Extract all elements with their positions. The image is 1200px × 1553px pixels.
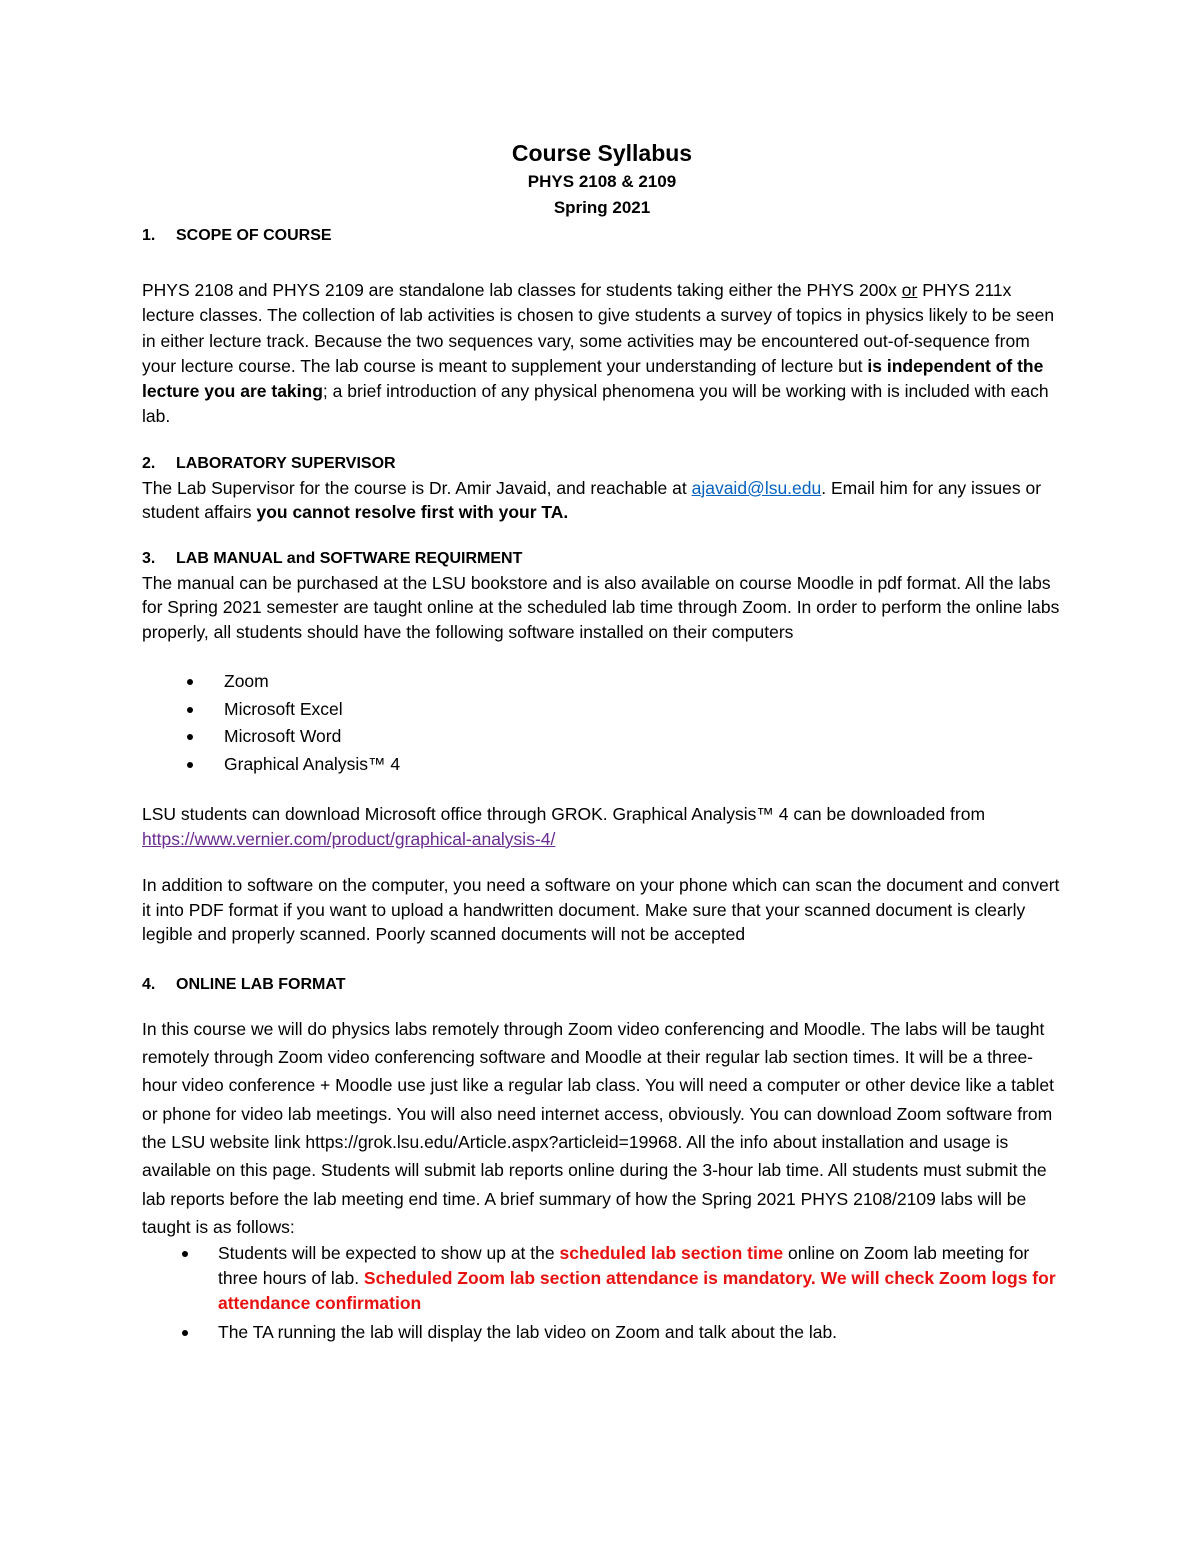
section-4-number: 4. bbox=[142, 975, 156, 993]
section-3-paragraph-1: The manual can be purchased at the LSU bookstore and is also available on course Moodle in pdf format. All the labs for Spring 2021 semester are taught online at the scheduled lab time through Zoom. In order to perform the online labs properly, all students should have the following software installed on their computers bbox=[142, 572, 1060, 642]
section-1-paragraph: PHYS 2108 and PHYS 2109 are standalone lab classes for students taking either the PHYS 200x or PHYS 211x lecture classes. The collection of lab activities is chosen to give students a survey of topics in physics likely to be seen in either lecture track. Because the two sequences vary, some activities may be encountered out-of-sequence from your lecture course. The lab course is meant to supplement your understanding of lecture but is independent of the lecture you are taking; a brief introduction of any physical phenomena you will be working with is included with each lab. bbox=[142, 280, 1055, 427]
scheduled-time-emphasis: scheduled lab section time bbox=[559, 1243, 784, 1264]
list-item: Microsoft Word bbox=[142, 723, 1062, 751]
list-item: Graphical Analysis™ 4 bbox=[142, 751, 1062, 779]
syllabus-page bbox=[142, 138, 1062, 1345]
section-3-paragraph-3: In addition to software on the computer, you need a software on your phone which can scan the document and convert it into PDF format if you want to upload a handwritten document. Make sure that your scanned document is clearly legible and properly scanned. Poorly scanned documents will not be accepted bbox=[142, 875, 1060, 945]
course-term: Spring 2021 bbox=[553, 198, 651, 217]
section-3-title: LAB MANUAL and SOFTWARE REQUIRMENT bbox=[176, 549, 523, 567]
section-1-title: SCOPE OF COURSE bbox=[176, 227, 332, 244]
independent-emphasis: is independent of the lecture you are taking bbox=[142, 355, 1044, 402]
software-list bbox=[142, 668, 1062, 778]
attendance-mandatory-emphasis: Scheduled Zoom lab section attendance is mandatory. We will check Zoom logs for attendance confirmation bbox=[218, 1268, 1056, 1314]
page-title: Course Syllabus bbox=[511, 140, 693, 166]
section-3-heading bbox=[142, 547, 1062, 571]
vernier-download-link[interactable]: https://www.vernier.com/product/graphical-analysis-4/ bbox=[142, 828, 556, 849]
list-item: Zoom bbox=[142, 668, 1062, 696]
course-code: PHYS 2108 & 2109 bbox=[527, 172, 677, 191]
ta-emphasis: you cannot resolve first with your TA. bbox=[256, 502, 569, 523]
section-4-paragraph: In this course we will do physics labs remotely through Zoom video conferencing and Moodle. The labs will be taught remotely through Zoom video conferencing software and Moodle at their regular lab section times. It will be a three-hour video conference + Moodle use just like a regular lab class. You will need a computer or other device like a tablet or phone for video lab meetings. You will also need internet access, obviously. You can download Zoom software from the LSU website link https://grok.lsu.edu/Article.aspx?articleid=19968. All the info about installation and usage is available on this page. Students will submit lab reports online during the 3-hour lab time. All students must submit the lab reports before the lab meeting end time. A brief summary of how the Spring 2021 PHYS 2108/2109 labs will be taught is as follows: bbox=[142, 1018, 1054, 1237]
list-item: Students will be expected to show up at the scheduled lab section time online on Zoom lab meeting for three hours of lab. Scheduled Zoom lab section attendance is mandatory. We will check Zoom logs for attendance confirmation bbox=[142, 1241, 1062, 1316]
section-1-heading bbox=[142, 224, 1062, 248]
list-item: Microsoft Excel bbox=[142, 696, 1062, 724]
section-2-number: 2. bbox=[142, 454, 156, 472]
supervisor-email-link[interactable]: ajavaid@lsu.edu bbox=[691, 477, 822, 498]
section-3-paragraph-2: LSU students can download Microsoft office through GROK. Graphical Analysis™ 4 can be downloaded from https://www.vernier.com/product/graphical-analysis-4/ bbox=[142, 804, 986, 849]
section-1-number: 1. bbox=[142, 227, 156, 244]
section-2-paragraph: The Lab Supervisor for the course is Dr. Amir Javaid, and reachable at ajavaid@lsu.edu. Email him for any issues or student affairs you cannot resolve first with your TA. bbox=[142, 477, 1042, 523]
section-4-title: ONLINE LAB FORMAT bbox=[176, 975, 346, 993]
section-4-heading bbox=[142, 973, 1062, 997]
section-2-title: LABORATORY SUPERVISOR bbox=[176, 454, 396, 472]
section-3-number: 3. bbox=[142, 549, 156, 567]
lab-format-list bbox=[142, 1241, 1062, 1345]
or-underlined: or bbox=[901, 280, 918, 300]
section-2-heading bbox=[142, 452, 1062, 476]
list-item: The TA running the lab will display the lab video on Zoom and talk about the lab. bbox=[142, 1320, 1062, 1345]
